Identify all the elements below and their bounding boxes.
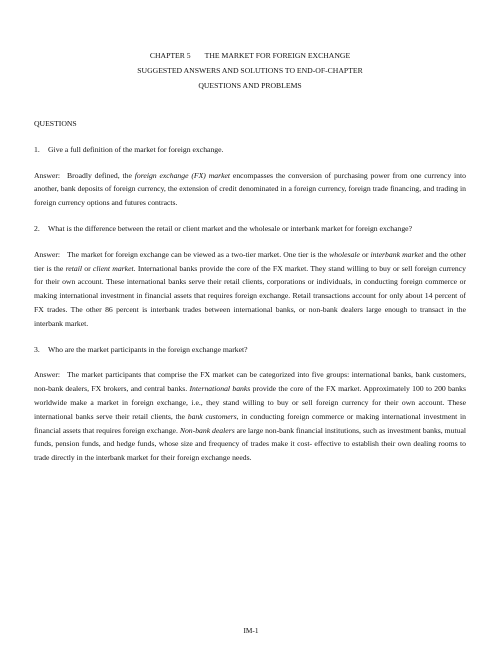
question-number: 2. [34,223,40,233]
answer-term: foreign exchange (FX) market [134,170,231,180]
answer-term: Non-bank dealers [179,425,235,435]
answer-text: are large non-bank financial institutions, such as investment banks, mutual funds, pension funds, and hedge funds, whose size and frequency of trades make it cost- effective to establish their own dealing rooms to trade directly in the interbank market for their foreign exchange needs. [34,425,466,463]
answer-text: or [81,263,93,273]
answer-text: , in conducting foreign commerce or making international investment in financial assets that requires foreign exchange. [34,411,467,435]
answer-label: Answer: [34,249,61,259]
answer-text: The market for foreign exchange can be viewed as a two-tier market. One tier is the [67,249,330,259]
chapter-number: CHAPTER 5 [149,51,191,60]
answer-term: retail [65,263,82,273]
chapter-title: THE MARKET FOR FOREIGN EXCHANGE [204,51,351,60]
question-text: Give a full definition of the market for foreign exchange. [48,144,224,154]
question-number: 1. [34,144,40,154]
answer-term: International banks [189,384,251,394]
answer-term: interbank market [370,249,424,259]
chapter-heading [34,48,466,63]
question-1 [34,143,466,157]
answer-text: Broadly defined, the [67,170,135,180]
subtitle-line-1: SUGGESTED ANSWERS AND SOLUTIONS TO END-OF-CHAPTER [137,66,363,75]
answer-label: Answer: [34,370,61,380]
question-2 [34,222,466,236]
question-text: What is the difference between the retail or client market and the wholesale or interbank market for foreign exchange? [48,223,412,233]
answer-2 [34,248,466,331]
answer-term: wholesale [329,249,360,259]
answer-text: . International banks provide the core of the FX market. They stand willing to buy or sell foreign currency for their own account. These international banks serve their retail clients, corporations or individuals, in conducting foreign commerce or making international investment in financial assets that requires foreign exchange. Retail transactions account for only about 14 percent of FX trades. The other 86 percent is interbank trades between international banks, or non-bank dealers large enough to transact in the interbank market. [34,263,466,328]
answer-label: Answer: [34,170,61,180]
answer-1 [34,169,466,210]
answer-text: encompasses the conversion of purchasing power from one currency into another, bank deposits of foreign currency, the extension of credit denominated in a foreign currency, foreign trade financing, and trading in foreign currency options and futures contracts. [34,170,466,208]
question-text: Who are the market participants in the foreign exchange market? [48,344,248,354]
section-heading: QUESTIONS [34,119,77,128]
question-number: 3. [34,344,40,354]
answer-text: and the other tier is the [34,249,467,273]
answer-term: bank customers [187,411,237,421]
page-footer: IM-1 [243,626,259,635]
subtitle-line-2: QUESTIONS AND PROBLEMS [198,81,302,90]
answer-3 [34,368,466,465]
answer-text: The market participants that comprise the FX market can be categorized into five groups: international banks, bank customers, non-bank dealers, FX brokers, and central banks. [34,370,466,394]
answer-text: or [359,249,371,259]
answer-text: provide the core of the FX market. Approximately 100 to 200 banks worldwide make a market in foreign exchange, i.e., they stand willing to buy or sell foreign currency for their own account. These international banks serve their retail clients, the [34,384,466,421]
answer-term: client market [92,263,134,273]
question-3 [34,343,466,357]
